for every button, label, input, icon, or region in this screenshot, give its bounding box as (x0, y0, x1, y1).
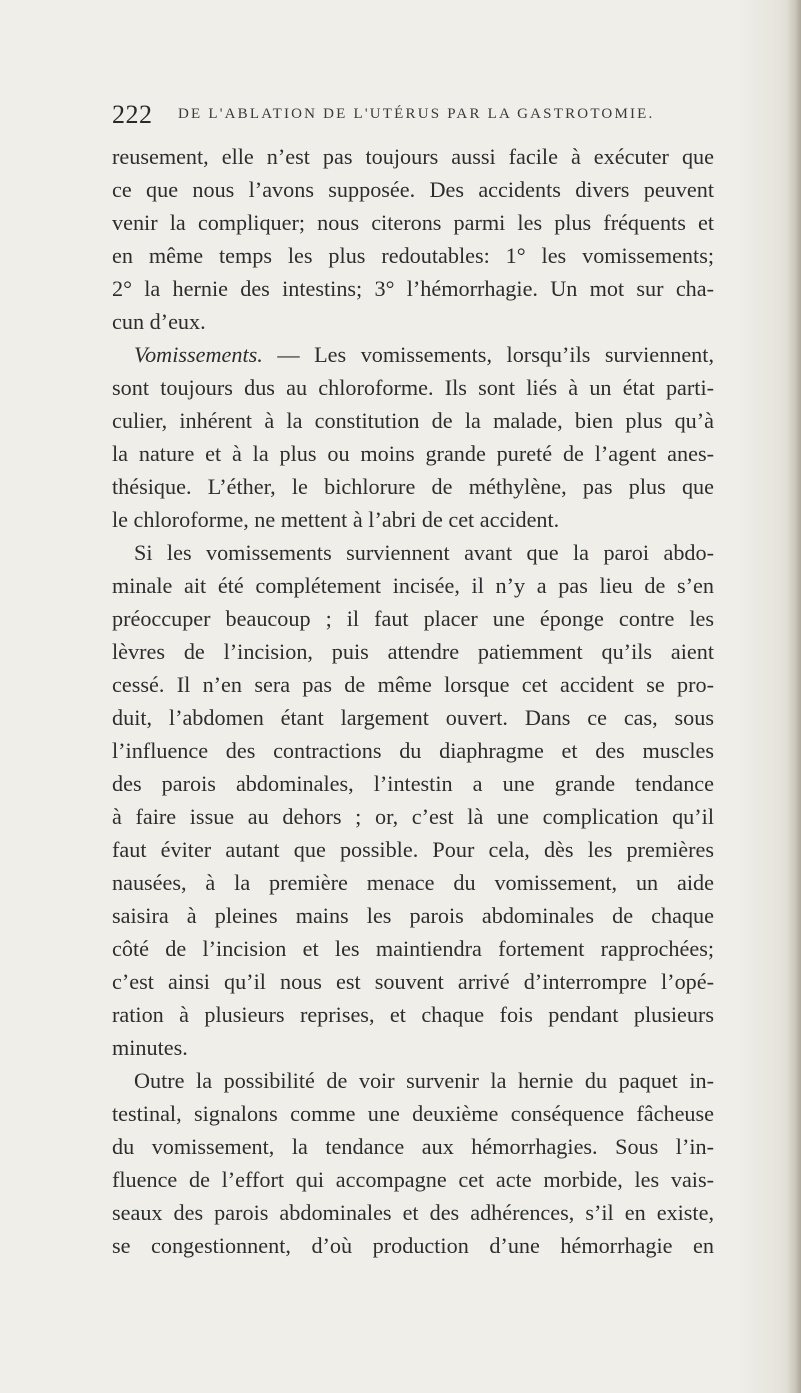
text-line: duit, l’abdomen étant largement ouvert. Dans ce cas, sous (112, 705, 714, 730)
text-line: reusement, elle n’est pas toujours aussi facile à exécuter que (112, 144, 714, 169)
body-text (112, 140, 714, 1262)
page-edge-shadow (787, 0, 801, 1393)
text-line: 2° la hernie des intestins; 3° l’hémorrhagie. Un mot sur cha- (112, 276, 714, 301)
text-line: à faire issue au dehors ; or, c’est là une complication qu’il (112, 804, 714, 829)
text-line: seaux des parois abdominales et des adhérences, s’il en existe, (112, 1200, 714, 1225)
text-line: préoccuper beaucoup ; il faut placer une éponge contre les (112, 606, 714, 631)
text-line: ration à plusieurs reprises, et chaque fois pendant plusieurs (112, 1002, 714, 1027)
text-line: culier, inhérent à la constitution de la malade, bien plus qu’à (112, 408, 714, 433)
text-line: nausées, à la première menace du vomissement, un aide (112, 870, 714, 895)
text-line: venir la compliquer; nous citerons parmi les plus fréquents et (112, 210, 714, 235)
text-line: le chloroforme, ne mettent à l’abri de cet accident. (112, 507, 560, 532)
text-line: minutes. (112, 1035, 188, 1060)
page-number: 222 (112, 100, 153, 129)
text-line: cessé. Il n’en sera pas de même lorsque cet accident se pro- (112, 672, 714, 697)
text-line: Si les vomissements surviennent avant que la paroi abdo- (134, 540, 714, 565)
text-line: sont toujours dus au chloroforme. Ils sont liés à un état parti- (112, 375, 714, 400)
text-line: des parois abdominales, l’intestin a une grande tendance (112, 771, 714, 796)
text-line: ce que nous l’avons supposée. Des accidents divers peuvent (112, 177, 714, 202)
section-heading-line: Vomissements. — Les vomissements, lorsqu’ils surviennent, (134, 342, 714, 367)
text-line: thésique. L’éther, le bichlorure de méthylène, pas plus que (112, 474, 714, 499)
section-heading: Vomissements. (134, 342, 263, 367)
text-line: la nature et à la plus ou moins grande pureté de l’agent anes- (112, 441, 714, 466)
text-line: faut éviter autant que possible. Pour cela, dès les premières (112, 837, 714, 862)
text-line: c’est ainsi qu’il nous est souvent arrivé d’interrompre l’opé- (112, 969, 714, 994)
text-line: l’influence des contractions du diaphragme et des muscles (112, 738, 714, 763)
text-line: testinal, signalons comme une deuxième conséquence fâcheuse (112, 1101, 714, 1126)
text-line: saisira à pleines mains les parois abdominales de chaque (112, 903, 714, 928)
running-head (112, 100, 712, 130)
text-line: Outre la possibilité de voir survenir la hernie du paquet in- (134, 1068, 714, 1093)
text-line: côté de l’incision et les maintiendra fortement rapprochées; (112, 936, 714, 961)
running-head-title: DE L'ABLATION DE L'UTÉRUS PAR LA GASTROTOMIE. (178, 106, 655, 122)
text-line: minale ait été complétement incisée, il n’y a pas lieu de s’en (112, 573, 714, 598)
text-line: lèvres de l’incision, puis attendre patiemment qu’ils aient (112, 639, 714, 664)
text-line: se congestionnent, d’où production d’une hémorrhagie en (112, 1233, 714, 1258)
text-line: du vomissement, la tendance aux hémorrhagies. Sous l’in- (112, 1134, 714, 1159)
text-line: cun d’eux. (112, 309, 206, 334)
text-line: fluence de l’effort qui accompagne cet acte morbide, les vais- (112, 1167, 714, 1192)
text-line: en même temps les plus redoutables: 1° les vomissements; (112, 243, 714, 268)
